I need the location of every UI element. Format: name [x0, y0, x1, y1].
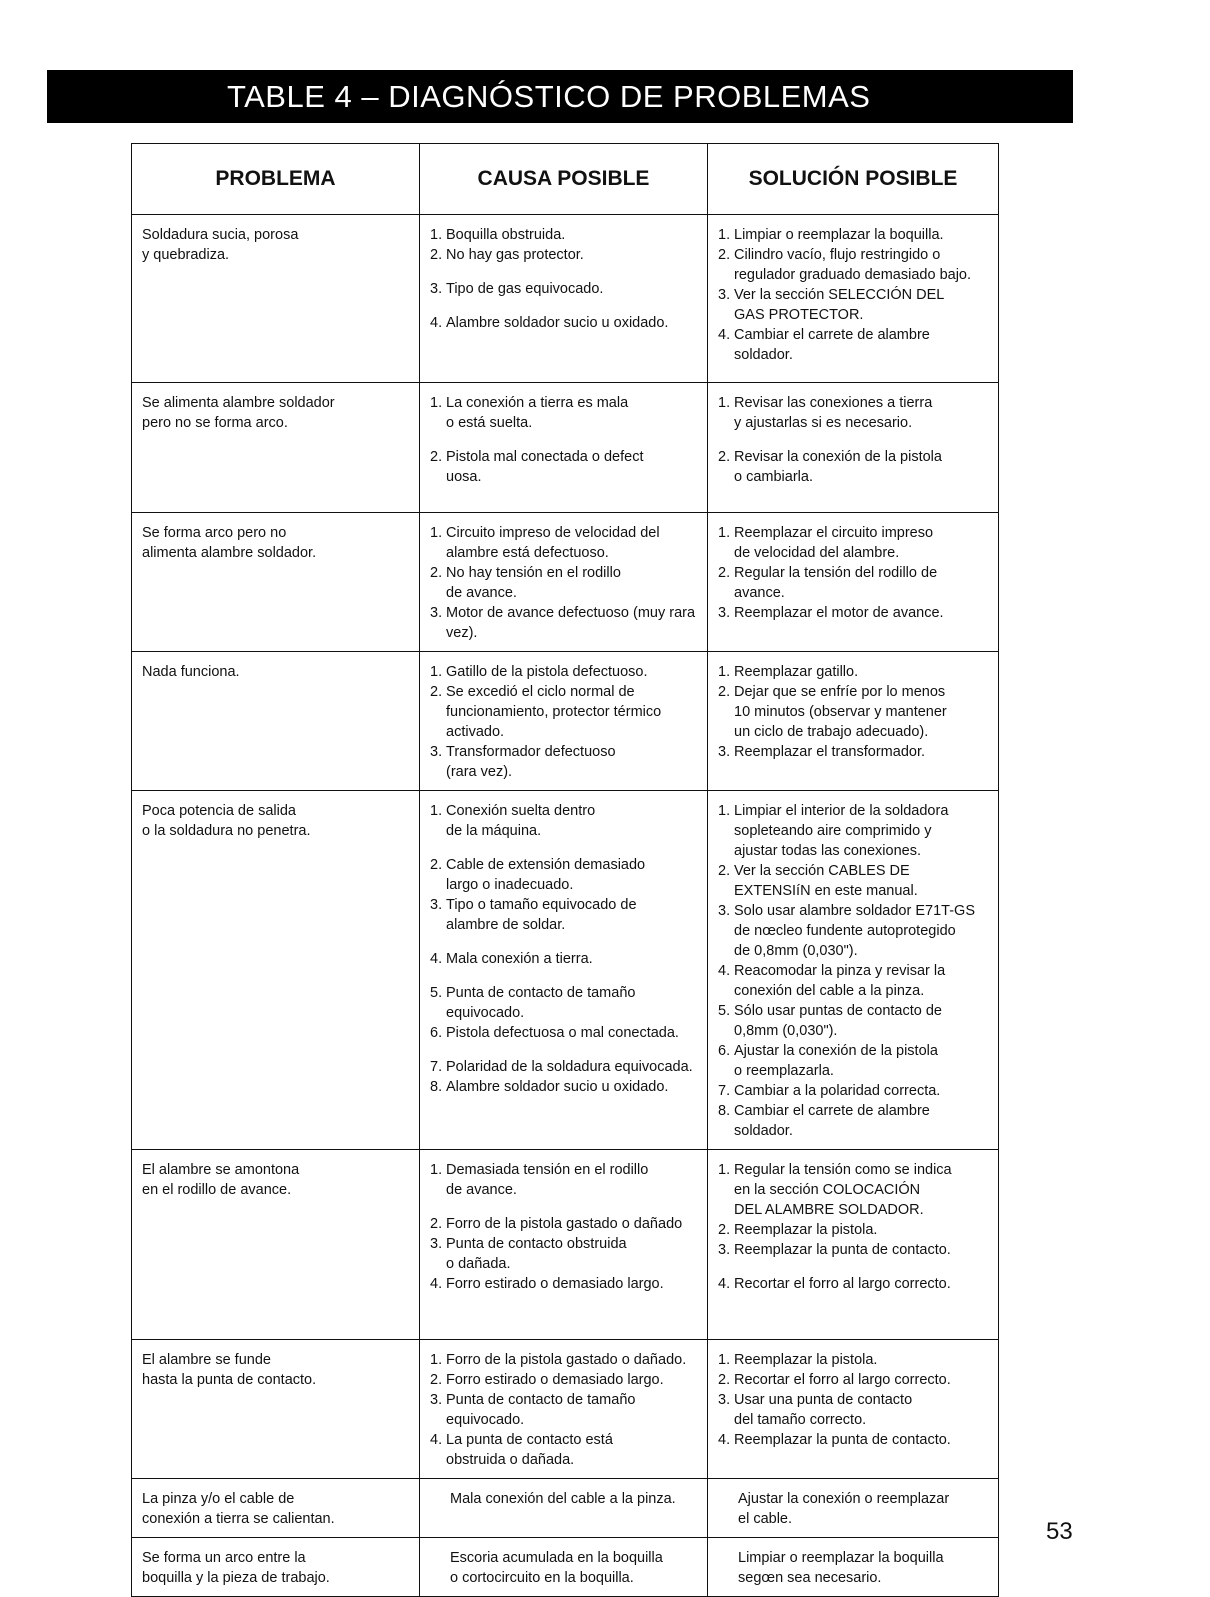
troubleshooting-table — [131, 143, 999, 1597]
item-number: 2. — [430, 857, 443, 873]
item-text: Usar una punta de contacto del tamaño correcto. — [734, 1392, 913, 1428]
item-text: Revisar la conexión de la pistola o cambiarla. — [734, 449, 942, 485]
item-number: 4. — [430, 315, 443, 331]
table-row — [132, 1340, 999, 1479]
item-text: Dejar que se enfríe por lo menos 10 minutos (observar y mantener un ciclo de trabajo adecuado). — [734, 684, 947, 740]
item-number: 1. — [430, 803, 443, 819]
solution-cell — [708, 652, 999, 791]
item-text: Cilindro vacío, flujo restringido o regulador graduado demasiado bajo. — [734, 247, 972, 283]
item-number: 3. — [718, 287, 731, 303]
item-number: 3. — [430, 605, 443, 621]
item-number: 1. — [718, 664, 731, 680]
solution-cell — [708, 1479, 999, 1538]
list-item — [430, 1023, 699, 1043]
cause-list — [430, 1350, 699, 1470]
list-item — [718, 961, 990, 1001]
cause-cell — [420, 513, 708, 652]
list-item — [718, 662, 990, 682]
header-cause: CAUSA POSIBLE — [420, 144, 708, 215]
item-text: Forro de la pistola gastado o dañado — [446, 1216, 683, 1232]
cause-cell — [420, 1340, 708, 1479]
item-number: 2. — [718, 449, 731, 465]
list-item — [718, 901, 990, 961]
solution-list — [718, 801, 990, 1141]
item-number: 1. — [430, 664, 443, 680]
table-row — [132, 215, 999, 383]
item-text: Tipo de gas equivocado. — [446, 281, 604, 297]
table-row — [132, 1479, 999, 1538]
item-number: 3. — [718, 605, 731, 621]
problem-cell — [132, 1150, 420, 1340]
problem-cell — [132, 791, 420, 1150]
cause-text: Mala conexión del cable a la pinza. — [450, 1491, 676, 1507]
item-text: Forro estirado o demasiado largo. — [446, 1276, 664, 1292]
problem-text: Soldadura sucia, porosa y quebradiza. — [142, 227, 299, 263]
item-text: Punta de contacto de tamaño equivocado. — [446, 985, 636, 1021]
header-problem: PROBLEMA — [132, 144, 420, 215]
list-item — [430, 662, 699, 682]
item-number: 5. — [718, 1003, 731, 1019]
item-number: 4. — [718, 1276, 731, 1292]
list-item — [430, 1077, 699, 1097]
item-number: 1. — [718, 803, 731, 819]
solution-list — [718, 1350, 990, 1450]
item-text: Circuito impreso de velocidad del alambre está defectuoso. — [446, 525, 660, 561]
problem-text: Se alimenta alambre soldador pero no se forma arco. — [142, 395, 335, 431]
list-item — [430, 447, 699, 487]
item-number: 2. — [430, 1216, 443, 1232]
item-number: 6. — [430, 1025, 443, 1041]
item-number: 4. — [430, 1276, 443, 1292]
solution-list — [718, 523, 990, 623]
item-number: 6. — [718, 1043, 731, 1059]
list-item — [718, 603, 990, 623]
cause-list — [430, 801, 699, 1097]
list-item — [430, 855, 699, 895]
header-solution: SOLUCIÓN POSIBLE — [708, 144, 999, 215]
cause-cell — [420, 791, 708, 1150]
item-number: 1. — [430, 1352, 443, 1368]
cause-list — [430, 225, 699, 333]
item-text: Regular la tensión como se indica en la sección COLOCACIÓN DEL ALAMBRE SOLDADOR. — [734, 1162, 952, 1218]
item-number: 3. — [718, 903, 731, 919]
item-text: No hay gas protector. — [446, 247, 584, 263]
list-item — [430, 279, 699, 299]
item-text: Alambre soldador sucio u oxidado. — [446, 315, 669, 331]
solution-cell — [708, 513, 999, 652]
solution-list — [718, 1160, 990, 1294]
list-item — [718, 1240, 990, 1260]
list-item — [430, 1430, 699, 1470]
item-number: 4. — [718, 963, 731, 979]
header-row — [132, 144, 999, 215]
list-item — [430, 603, 699, 643]
list-item — [718, 1001, 990, 1041]
item-number: 3. — [430, 281, 443, 297]
item-number: 8. — [718, 1103, 731, 1119]
item-text: Se excedió el ciclo normal de funcionamiento, protector térmico activado. — [446, 684, 662, 740]
item-number: 2. — [718, 863, 731, 879]
item-number: 5. — [430, 985, 443, 1001]
cause-cell — [420, 383, 708, 513]
solution-text: Limpiar o reemplazar la boquilla segœn sea necesario. — [738, 1550, 944, 1586]
list-item — [718, 1220, 990, 1240]
item-number: 7. — [430, 1059, 443, 1075]
list-item — [718, 1390, 990, 1430]
item-number: 2. — [718, 684, 731, 700]
list-item — [430, 682, 699, 742]
item-text: La conexión a tierra es mala o está suelta. — [446, 395, 629, 431]
problem-text: El alambre se amontona en el rodillo de avance. — [142, 1162, 300, 1198]
cause-list — [430, 523, 699, 643]
item-text: Cambiar a la polaridad correcta. — [734, 1083, 941, 1099]
item-text: Forro estirado o demasiado largo. — [446, 1372, 664, 1388]
solution-cell — [708, 383, 999, 513]
item-number: 1. — [718, 1162, 731, 1178]
problem-text: Se forma arco pero no alimenta alambre soldador. — [142, 525, 317, 561]
item-text: Mala conexión a tierra. — [446, 951, 593, 967]
problem-cell — [132, 1479, 420, 1538]
item-text: Reemplazar el transformador. — [734, 744, 925, 760]
item-text: Punta de contacto de tamaño equivocado. — [446, 1392, 636, 1428]
problem-text: El alambre se funde hasta la punta de contacto. — [142, 1352, 317, 1388]
item-number: 2. — [718, 247, 731, 263]
list-item — [430, 563, 699, 603]
item-text: Solo usar alambre soldador E71T-GS de nœcleo fundente autoprotegido de 0,8mm (0,030"). — [734, 903, 975, 959]
problem-text: Nada funciona. — [142, 664, 240, 680]
table-title-bar — [47, 70, 1073, 123]
list-item — [430, 1057, 699, 1077]
item-text: Ver la sección SELECCIÓN DEL GAS PROTECTOR. — [734, 287, 945, 323]
problem-cell — [132, 383, 420, 513]
item-text: Regular la tensión del rodillo de avance. — [734, 565, 938, 601]
item-text: Cambiar el carrete de alambre soldador. — [734, 1103, 930, 1139]
item-text: Pistola defectuosa o mal conectada. — [446, 1025, 679, 1041]
item-text: Revisar las conexiones a tierra y ajustarlas si es necesario. — [734, 395, 933, 431]
list-item — [718, 1081, 990, 1101]
item-number: 3. — [430, 744, 443, 760]
list-item — [430, 1234, 699, 1274]
item-text: Punta de contacto obstruida o dañada. — [446, 1236, 627, 1272]
item-text: Cable de extensión demasiado largo o inadecuado. — [446, 857, 646, 893]
list-item — [718, 325, 990, 365]
cause-list — [430, 662, 699, 782]
item-text: La punta de contacto está obstruida o dañada. — [446, 1432, 613, 1468]
list-item — [718, 447, 990, 487]
problem-cell — [132, 1538, 420, 1597]
cause-cell — [420, 652, 708, 791]
table-row — [132, 513, 999, 652]
item-text: Gatillo de la pistola defectuoso. — [446, 664, 648, 680]
cause-list — [430, 393, 699, 487]
table-row — [132, 383, 999, 513]
item-number: 3. — [718, 1242, 731, 1258]
list-item — [718, 563, 990, 603]
item-number: 2. — [430, 449, 443, 465]
item-text: Boquilla obstruida. — [446, 227, 566, 243]
list-item — [718, 245, 990, 285]
item-text: Reemplazar la pistola. — [734, 1222, 878, 1238]
item-number: 2. — [430, 1372, 443, 1388]
item-text: Polaridad de la soldadura equivocada. — [446, 1059, 693, 1075]
item-text: Sólo usar puntas de contacto de 0,8mm (0,030"). — [734, 1003, 942, 1039]
solution-cell — [708, 1340, 999, 1479]
item-number: 3. — [430, 1392, 443, 1408]
list-item — [718, 1274, 990, 1294]
list-item — [430, 1160, 699, 1200]
item-text: Demasiada tensión en el rodillo de avance. — [446, 1162, 649, 1198]
solution-cell — [708, 791, 999, 1150]
list-item — [718, 1350, 990, 1370]
item-number: 2. — [430, 684, 443, 700]
item-number: 1. — [430, 525, 443, 541]
item-number: 1. — [430, 395, 443, 411]
item-number: 3. — [430, 1236, 443, 1252]
item-text: Reemplazar el circuito impreso de velocidad del alambre. — [734, 525, 934, 561]
item-number: 1. — [430, 1162, 443, 1178]
item-text: Recortar el forro al largo correcto. — [734, 1276, 951, 1292]
item-number: 7. — [718, 1083, 731, 1099]
list-item — [718, 1160, 990, 1220]
list-item — [718, 225, 990, 245]
solution-cell — [708, 1150, 999, 1340]
list-item — [718, 1430, 990, 1450]
item-text: Ver la sección CABLES DE EXTENSIíN en este manual. — [734, 863, 918, 899]
item-text: Reemplazar la punta de contacto. — [734, 1242, 951, 1258]
item-text: Reacomodar la pinza y revisar la conexión del cable a la pinza. — [734, 963, 946, 999]
list-item — [718, 1370, 990, 1390]
item-number: 1. — [718, 525, 731, 541]
item-text: Pistola mal conectada o defect uosa. — [446, 449, 644, 485]
item-number: 4. — [718, 1432, 731, 1448]
list-item — [430, 523, 699, 563]
list-item — [718, 1101, 990, 1141]
item-text: No hay tensión en el rodillo de avance. — [446, 565, 621, 601]
item-number: 2. — [718, 1372, 731, 1388]
item-text: Transformador defectuoso (rara vez). — [446, 744, 616, 780]
problem-cell — [132, 652, 420, 791]
item-number: 1. — [718, 395, 731, 411]
list-item — [718, 861, 990, 901]
list-item — [718, 742, 990, 762]
list-item — [430, 1214, 699, 1234]
problem-cell — [132, 215, 420, 383]
item-text: Recortar el forro al largo correcto. — [734, 1372, 951, 1388]
item-number: 2. — [430, 247, 443, 263]
list-item — [430, 225, 699, 245]
table-row — [132, 1538, 999, 1597]
cause-cell — [420, 1150, 708, 1340]
item-number: 2. — [718, 565, 731, 581]
item-text: Limpiar el interior de la soldadora sopleteando aire comprimido y ajustar todas las conexiones. — [734, 803, 949, 859]
item-number: 3. — [718, 1392, 731, 1408]
item-text: Alambre soldador sucio u oxidado. — [446, 1079, 669, 1095]
list-item — [430, 801, 699, 841]
list-item — [430, 983, 699, 1023]
table-body — [132, 215, 999, 1597]
item-text: Reemplazar gatillo. — [734, 664, 859, 680]
item-number: 2. — [430, 565, 443, 581]
solution-cell — [708, 1538, 999, 1597]
table-row — [132, 652, 999, 791]
item-text: Cambiar el carrete de alambre soldador. — [734, 327, 930, 363]
problem-text: Se forma un arco entre la boquilla y la pieza de trabajo. — [142, 1550, 330, 1586]
table-row — [132, 791, 999, 1150]
item-text: Conexión suelta dentro de la máquina. — [446, 803, 596, 839]
solution-cell — [708, 215, 999, 383]
list-item — [430, 313, 699, 333]
problem-text: La pinza y/o el cable de conexión a tierra se calientan. — [142, 1491, 335, 1527]
list-item — [718, 523, 990, 563]
table-title: TABLE 4 – DIAGNÓSTICO DE PROBLEMAS — [227, 78, 871, 114]
cause-cell — [420, 1538, 708, 1597]
list-item — [430, 1390, 699, 1430]
solution-list — [718, 393, 990, 487]
list-item — [430, 245, 699, 265]
list-item — [718, 1041, 990, 1081]
page-number: 53 — [1046, 1518, 1073, 1545]
solution-list — [718, 225, 990, 365]
list-item — [430, 393, 699, 433]
problem-cell — [132, 513, 420, 652]
table-row — [132, 1150, 999, 1340]
list-item — [430, 1274, 699, 1294]
item-text: Ajustar la conexión de la pistola o reemplazarla. — [734, 1043, 938, 1079]
item-number: 4. — [430, 1432, 443, 1448]
list-item — [430, 949, 699, 969]
item-number: 8. — [430, 1079, 443, 1095]
item-text: Forro de la pistola gastado o dañado. — [446, 1352, 687, 1368]
cause-list — [430, 1160, 699, 1294]
problem-text: Poca potencia de salida o la soldadura no penetra. — [142, 803, 311, 839]
item-text: Reemplazar la punta de contacto. — [734, 1432, 951, 1448]
list-item — [718, 801, 990, 861]
cause-cell — [420, 215, 708, 383]
item-number: 1. — [718, 1352, 731, 1368]
list-item — [430, 742, 699, 782]
item-text: Motor de avance defectuoso (muy rara vez). — [446, 605, 696, 641]
solution-list — [718, 662, 990, 762]
item-number: 1. — [718, 227, 731, 243]
list-item — [430, 895, 699, 935]
list-item — [718, 393, 990, 433]
cause-cell — [420, 1479, 708, 1538]
item-number: 1. — [430, 227, 443, 243]
item-number: 3. — [430, 897, 443, 913]
item-number: 2. — [718, 1222, 731, 1238]
list-item — [430, 1350, 699, 1370]
cause-text: Escoria acumulada en la boquilla o cortocircuito en la boquilla. — [450, 1550, 663, 1586]
solution-text: Ajustar la conexión o reemplazar el cable. — [738, 1491, 950, 1527]
list-item — [718, 285, 990, 325]
problem-cell — [132, 1340, 420, 1479]
item-number: 3. — [718, 744, 731, 760]
item-number: 4. — [430, 951, 443, 967]
item-text: Limpiar o reemplazar la boquilla. — [734, 227, 944, 243]
list-item — [430, 1370, 699, 1390]
item-text: Reemplazar el motor de avance. — [734, 605, 944, 621]
list-item — [718, 682, 990, 742]
item-number: 4. — [718, 327, 731, 343]
item-text: Tipo o tamaño equivocado de alambre de soldar. — [446, 897, 637, 933]
item-text: Reemplazar la pistola. — [734, 1352, 878, 1368]
